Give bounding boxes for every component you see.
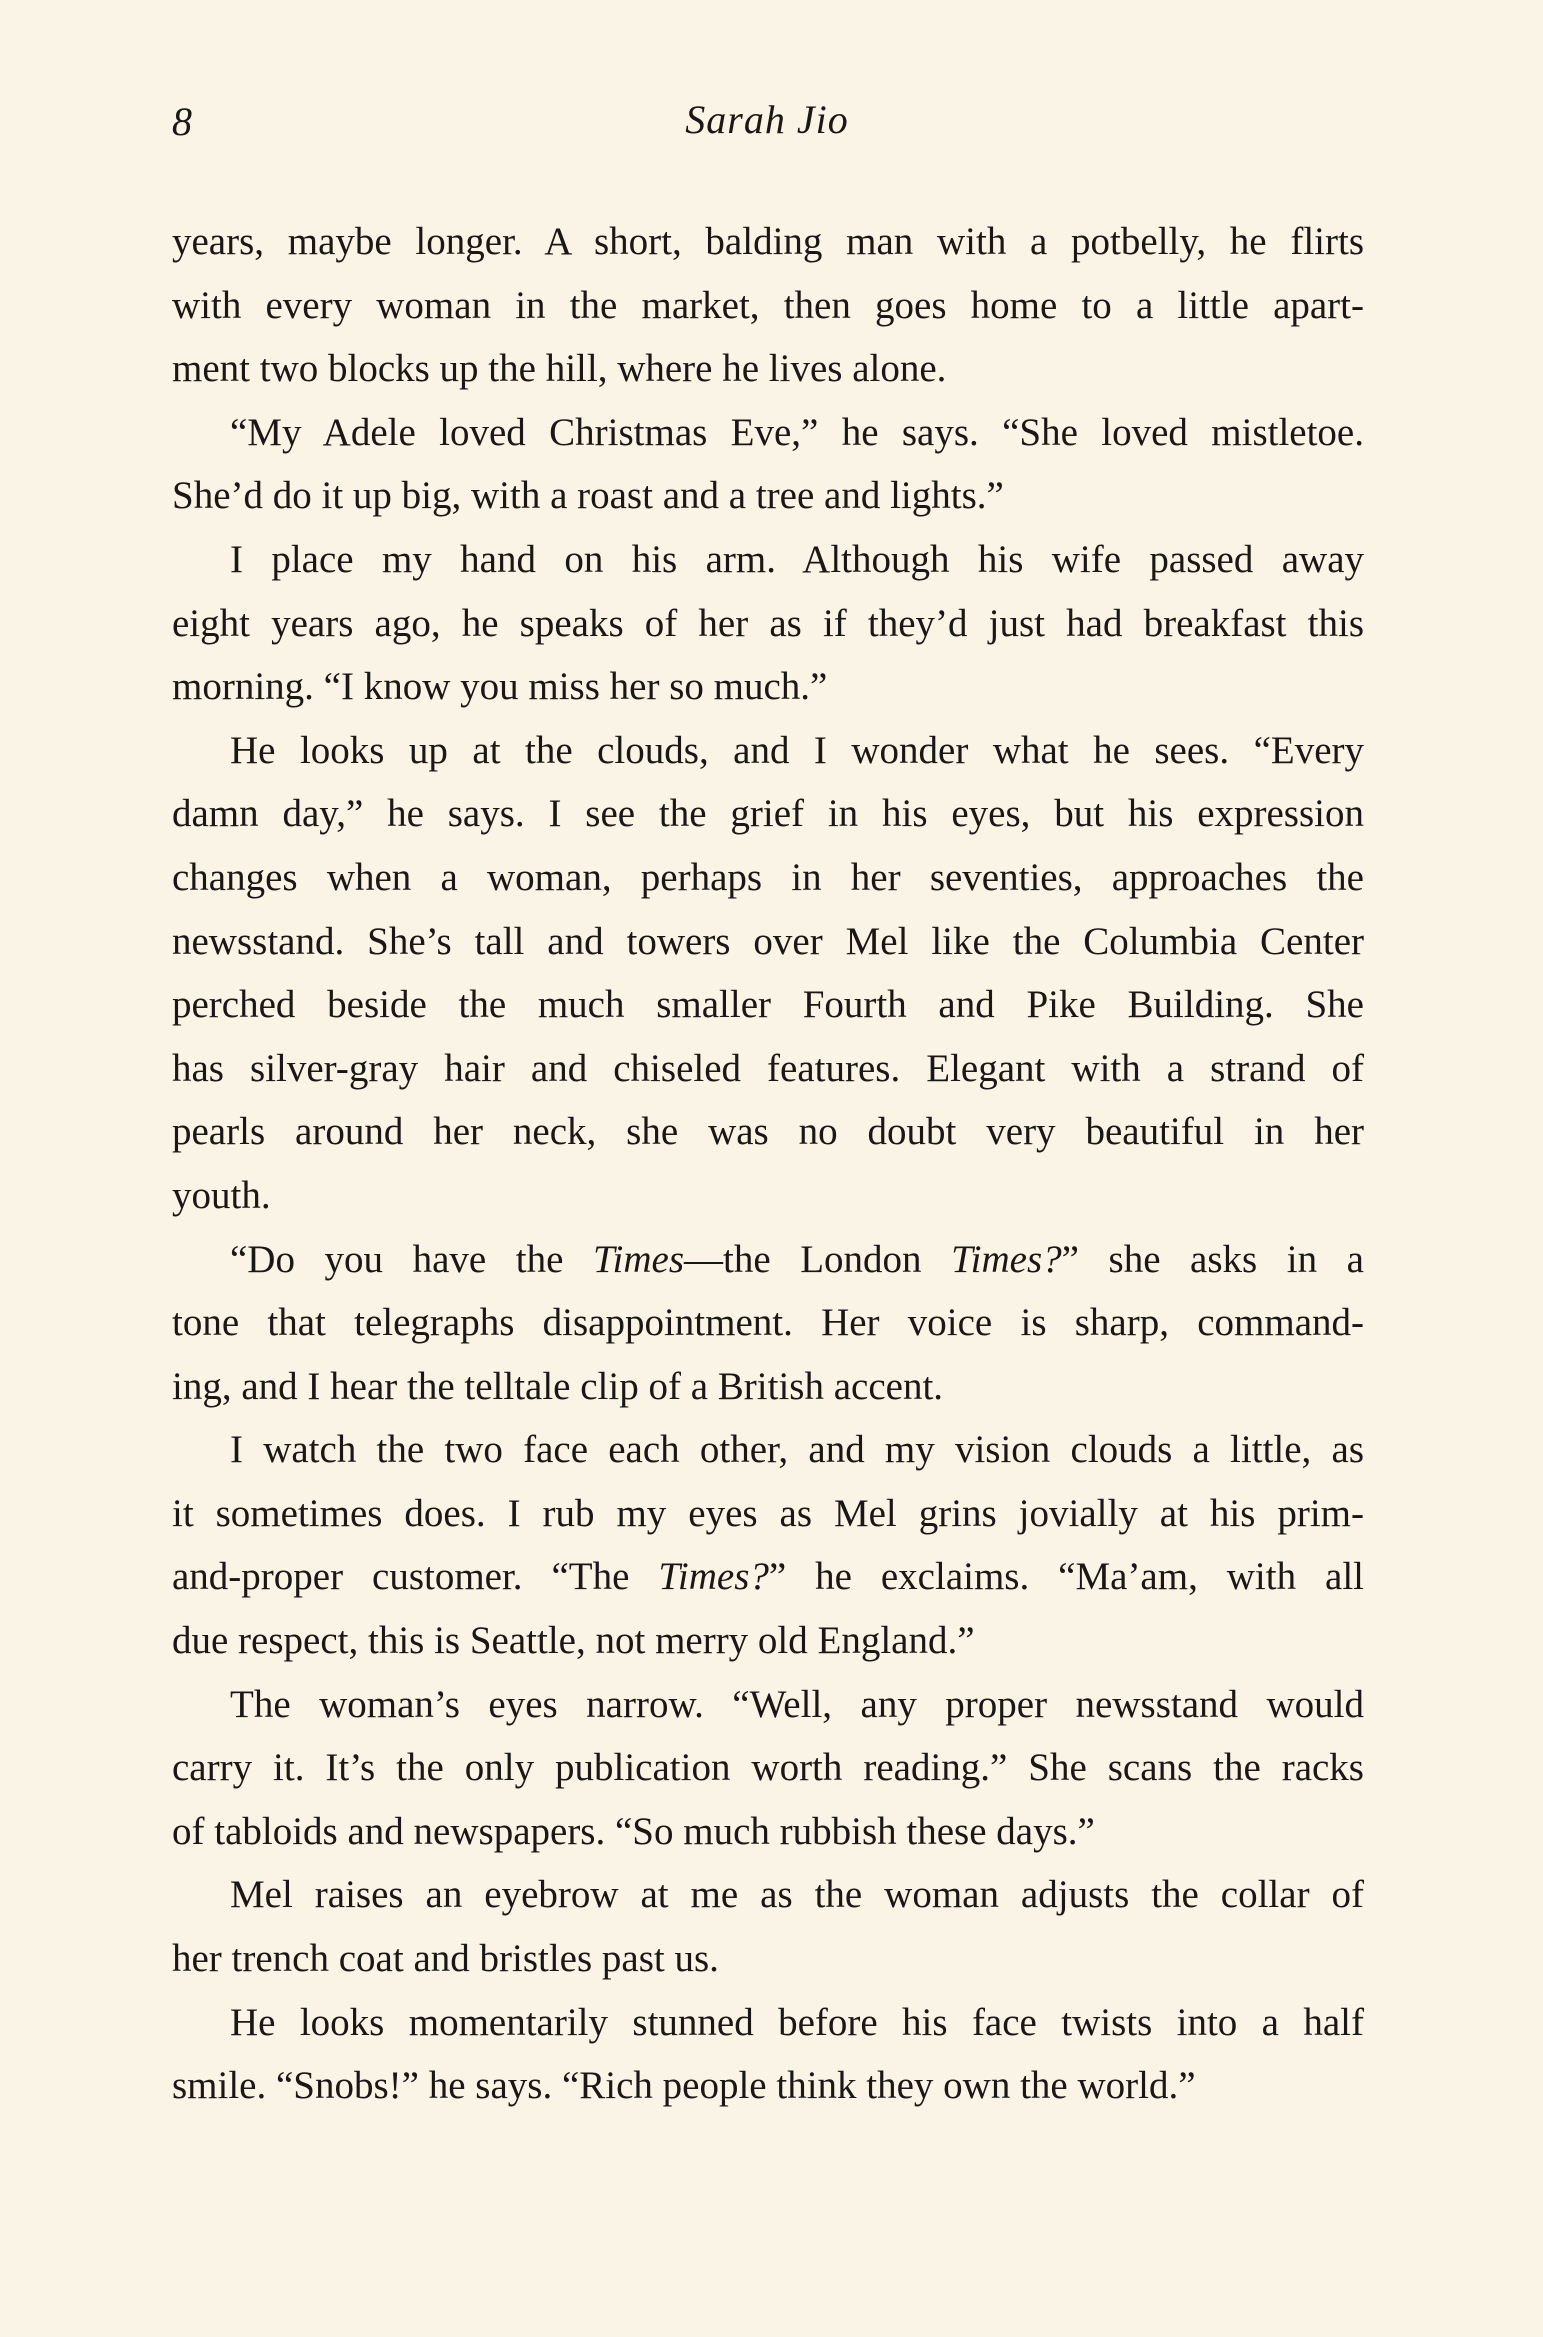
text-line: years, maybe longer. A short, balding man with a potbelly, he flirts xyxy=(172,220,1364,263)
text-line: changes when a woman, perhaps in her seventies, approaches the xyxy=(172,855,1364,899)
text-line: pearls around her neck, she was no doubt very beautiful in her xyxy=(172,1110,1364,1154)
text-segment: ” he exclaims. “Ma’am, with all xyxy=(768,1555,1364,1599)
text-line-content: He looks momentarily stunned before his face twists into a half xyxy=(230,2000,1364,2044)
text-line: ment two blocks up the hill, where he lives alone. xyxy=(172,347,947,391)
text-segment: “Do you have the xyxy=(230,1237,593,1281)
text-line xyxy=(172,1673,1364,1737)
text-line: it sometimes does. I rub my eyes as Mel grins jovially at his prim- xyxy=(172,1491,1364,1535)
text-line: perched beside the much smaller Fourth and Pike Building. She xyxy=(172,983,1364,1027)
page-number: 8 xyxy=(172,99,192,144)
text-line: youth. xyxy=(172,1173,271,1217)
text-line xyxy=(172,1863,1364,1927)
text-line: ing, and I hear the telltale clip of a British accent. xyxy=(172,1364,944,1408)
text-line-content: “My Adele loved Christmas Eve,” he says. “She loved mistletoe. xyxy=(230,410,1364,454)
text-line: of tabloids and newspapers. “So much rubbish these days.” xyxy=(172,1809,1095,1853)
text-line: newsstand. She’s tall and towers over Mel like the Columbia Center xyxy=(172,919,1364,963)
text-line: damn day,” he says. I see the grief in his eyes, but his expression xyxy=(172,792,1364,836)
text-line-content: I place my hand on his arm. Although his wife passed away xyxy=(230,537,1364,581)
running-head-author: Sarah Jio xyxy=(685,97,849,142)
text-line: morning. “I know you miss her so much.” xyxy=(172,665,828,709)
text-line: due respect, this is Seattle, not merry old England.” xyxy=(172,1619,975,1663)
italic-title: Times? xyxy=(951,1237,1062,1281)
text-line-content: The woman’s eyes narrow. “Well, any proper newsstand would xyxy=(230,1682,1364,1726)
text-line xyxy=(172,1991,1364,2055)
text-line-content: I watch the two face each other, and my vision clouds a little, as xyxy=(230,1428,1364,1472)
text-line xyxy=(172,528,1364,592)
text-line xyxy=(172,1228,1364,1292)
text-line-content: He looks up at the clouds, and I wonder what he sees. “Every xyxy=(230,728,1364,772)
text-segment: and-proper customer. “The xyxy=(172,1555,659,1599)
text-line xyxy=(172,1545,1364,1609)
italic-title: Times xyxy=(592,1237,685,1281)
text-line: carry it. It’s the only publication worth reading.” She scans the racks xyxy=(172,1746,1364,1790)
text-segment: ” she asks in a xyxy=(1061,1237,1364,1281)
text-line: smile. “Snobs!” he says. “Rich people think they own the world.” xyxy=(172,2064,1196,2108)
text-line: has silver-gray hair and chiseled features. Elegant with a strand of xyxy=(172,1046,1364,1090)
text-line: She’d do it up big, with a roast and a tree and lights.” xyxy=(172,474,1004,518)
text-line xyxy=(172,719,1364,783)
italic-title: Times? xyxy=(658,1555,769,1599)
text-line: tone that telegraphs disappointment. Her voice is sharp, command- xyxy=(172,1301,1364,1345)
text-segment: —the London xyxy=(684,1237,952,1281)
text-line xyxy=(172,401,1364,465)
text-line-content: Mel raises an eyebrow at me as the woman adjusts the collar of xyxy=(230,1873,1364,1917)
text-line: her trench coat and bristles past us. xyxy=(172,1937,719,1981)
text-line: eight years ago, he speaks of her as if they’d just had breakfast this xyxy=(172,601,1364,645)
text-line: with every woman in the market, then goes home to a little apart- xyxy=(172,283,1364,327)
page-header xyxy=(172,92,1362,152)
text-line xyxy=(172,1418,1364,1482)
body-text xyxy=(172,210,1364,2118)
